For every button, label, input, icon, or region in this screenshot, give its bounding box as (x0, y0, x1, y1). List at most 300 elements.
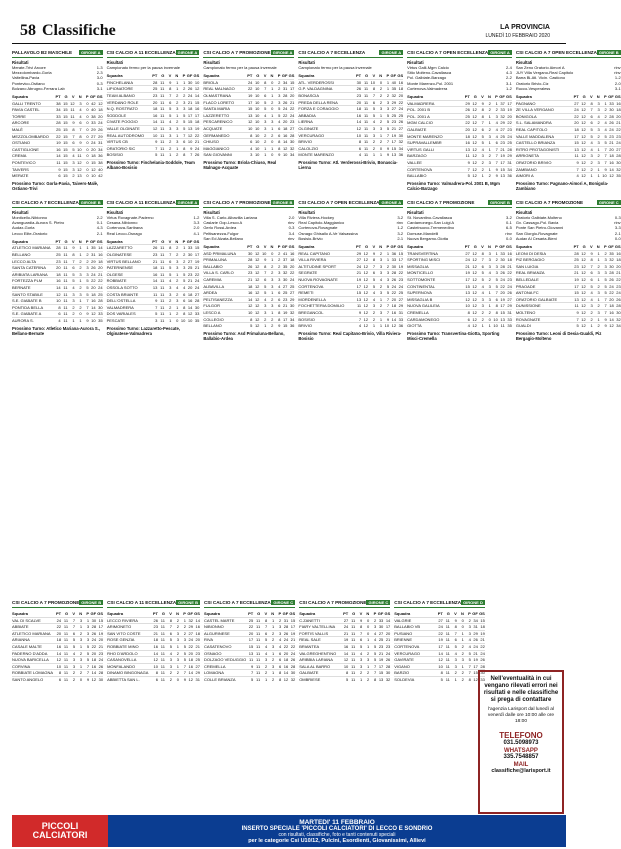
column-header: G (582, 94, 586, 100)
stat-cell: 24 (616, 140, 621, 146)
stat-cell: 32 (290, 676, 296, 682)
stat-cell: 11 (63, 617, 69, 623)
stat-cell: 15 (63, 166, 68, 172)
column-header: PT (355, 73, 362, 79)
group-badge: GIRONE C (273, 600, 294, 605)
stat-cell: 23 (507, 126, 512, 132)
stat-cell: 12 (153, 657, 158, 663)
table-row (407, 289, 512, 296)
table-row (407, 316, 512, 323)
stat-cell: 4 (278, 119, 281, 125)
table-row (204, 617, 295, 624)
stat-cell: 14 (609, 316, 614, 322)
stat-cell: 3 (183, 106, 186, 112)
stat-cell: 11 (500, 323, 505, 329)
team-name: GALLI TRENTO (12, 100, 41, 106)
team-name: ARCORE (12, 120, 30, 126)
stat-cell: 28 (574, 250, 579, 256)
stat-cell: 4 (481, 283, 484, 289)
stat-cell: 35 (194, 317, 200, 323)
stat-cell: 7 (604, 296, 607, 302)
stat-cell: 11 (363, 92, 369, 98)
stat-cell: 2 (176, 650, 179, 656)
stat-cell: 6 (155, 676, 158, 682)
table-row (204, 623, 295, 630)
column-header: P (183, 611, 186, 616)
stat-cell: 21 (194, 265, 200, 271)
table-row (12, 126, 103, 133)
stat-cell: 7 (250, 670, 254, 676)
column-header: GF (90, 611, 97, 616)
team-name: CREMA (12, 153, 27, 159)
column-header: P (495, 244, 498, 250)
stat-cell: 25 (398, 290, 404, 296)
stat-cell: 33 (378, 617, 384, 623)
stat-cell: 7 (183, 663, 186, 669)
table-row (12, 152, 103, 159)
stat-cell: 30 (290, 670, 296, 676)
stat-cell: 3 (386, 99, 390, 105)
stat-cell: 10 (56, 663, 62, 669)
stat-cell: 6 (169, 630, 172, 636)
table-row (12, 146, 103, 153)
stat-cell: 11 (63, 291, 68, 297)
stat-cell: 2 (590, 316, 593, 322)
column-header: P (373, 611, 377, 616)
stat-cell: 18 (56, 271, 61, 277)
stat-cell: 12 (472, 309, 477, 315)
stat-cell: 1 (590, 173, 593, 179)
stat-cell: 3 (278, 270, 281, 276)
match-score: 4-3 (96, 225, 103, 231)
column-header: V (168, 238, 172, 244)
stat-cell: 16 (153, 643, 158, 649)
stat-cell: 35 (507, 323, 512, 329)
stat-cell: 4 (264, 296, 267, 302)
stat-cell: 22 (398, 99, 404, 105)
stat-cell: 14 (56, 153, 61, 159)
column-header: PT (464, 94, 470, 100)
stat-cell: 29 (98, 133, 103, 139)
stat-cell: 7 (467, 166, 470, 172)
stat-cell: 9 (79, 140, 82, 146)
stat-cell: 22 (574, 113, 579, 119)
stat-cell: 12 (356, 125, 362, 131)
stat-cell: 32 (391, 92, 397, 98)
team-name: BOSISIO (106, 152, 124, 158)
stat-cell: 19 (500, 153, 505, 159)
stat-cell: 32 (398, 139, 404, 145)
stat-cell: 8 (372, 86, 376, 92)
table-row (203, 296, 294, 303)
stat-cell: 17 (98, 624, 104, 630)
stat-cell: 12 (91, 676, 97, 682)
team-name: MGM CALCIO (407, 120, 433, 126)
stat-cell: 28 (91, 624, 97, 630)
stat-cell: 6 (79, 120, 82, 126)
stat-cell: 16 (391, 309, 397, 315)
stat-cell: 8 (72, 252, 75, 257)
stat-cell: 37 (500, 100, 505, 106)
stat-cell: 2 (72, 304, 75, 310)
table-row (516, 106, 621, 113)
match-score: rinv (287, 220, 295, 226)
stat-cell: 12 (363, 250, 369, 256)
block-header (407, 198, 512, 208)
stat-cell: 11 (363, 152, 369, 158)
stat-cell: 15 (465, 283, 470, 289)
column-header: P (278, 611, 282, 616)
stat-cell: 40 (98, 166, 103, 172)
column-header: P (85, 94, 89, 100)
block-header (107, 598, 200, 608)
page-number: 58 (20, 22, 36, 39)
stat-cell: 2 (461, 676, 464, 682)
column-header: PT (573, 94, 579, 100)
table-row (204, 643, 295, 650)
table-row (394, 669, 485, 676)
standings-block (407, 48, 512, 194)
stat-cell: 5 (386, 290, 390, 296)
stat-cell: 11 (70, 113, 75, 119)
table-row (516, 283, 621, 290)
block-title: CSI CALCIO A 7 PROMOZIONE (12, 600, 80, 605)
table-header (516, 94, 621, 100)
stat-cell: 19 (98, 630, 104, 636)
stat-cell: 21 (385, 637, 391, 643)
stat-cell: 1 (597, 276, 600, 282)
stat-cell: 11 (574, 303, 579, 309)
column-header: N (79, 611, 83, 616)
stat-cell: 17 (194, 112, 200, 118)
column-header: PT (55, 611, 62, 616)
stat-cell: 11 (160, 112, 165, 118)
stat-cell: 26 (247, 263, 253, 269)
stat-cell: 16 (247, 290, 253, 296)
standings-table (204, 611, 295, 683)
stat-cell: 9 (250, 663, 254, 669)
table-row (299, 663, 390, 670)
stat-cell: 5 (481, 276, 484, 282)
match-teams: Oratorio Galbiate-Molteno (515, 215, 562, 220)
table-row (204, 676, 295, 683)
team-name: GAVIRATE (394, 657, 414, 663)
stat-cell: 26 (98, 126, 103, 132)
stat-cell: 17 (438, 643, 443, 649)
stat-cell: 26 (391, 276, 397, 282)
stat-cell: 12 (254, 283, 260, 289)
stat-cell: 4 (360, 650, 363, 656)
block-header (516, 48, 621, 58)
match-teams: Cardamonego-San Luigi A (407, 220, 455, 226)
column-header: G (352, 611, 356, 616)
team-name: ROSE GENZIA (107, 637, 135, 643)
match-score: 1-2 (193, 215, 200, 220)
stat-cell: 3 (176, 106, 179, 112)
stat-cell: 18 (289, 257, 295, 263)
stat-cell: 3 (379, 263, 383, 269)
team-name: BERNATE (12, 284, 31, 290)
stat-cell: 5 (374, 657, 377, 663)
stat-cell: 3 (379, 270, 383, 276)
stat-cell: 7 (169, 624, 172, 630)
team-name: VERDANO ROLE (106, 99, 139, 105)
stat-cell: 3 (372, 125, 376, 131)
stat-cell: 13 (465, 290, 470, 296)
column-header: G (161, 73, 165, 79)
stat-cell: 12 (472, 173, 477, 179)
team-name: CREMELLA (203, 663, 226, 669)
match-teams: Gerlo Rossi-Ardea (203, 225, 237, 231)
stat-cell: 6 (590, 270, 593, 276)
stat-cell: 27 (438, 617, 443, 623)
stat-cell: 20 (616, 113, 621, 119)
stat-cell: 23 (574, 263, 579, 269)
stat-cell: 17 (385, 624, 391, 630)
stat-cell: 22 (290, 643, 296, 649)
stat-cell: 42 (91, 100, 96, 106)
team-name: G.P. VALDAGNINA (298, 86, 333, 92)
stat-cell: 1 (176, 304, 179, 310)
table-row (516, 309, 621, 316)
stat-cell: 2 (169, 676, 172, 682)
table-row (12, 277, 103, 284)
stat-cell: 0 (86, 173, 89, 179)
stat-cell: 5 (250, 323, 253, 329)
stat-cell: 28 (480, 663, 485, 669)
stat-cell: 30 (98, 676, 104, 682)
table-row (107, 244, 200, 251)
stat-cell: 15 (290, 617, 296, 623)
stat-cell: 2 (481, 159, 484, 165)
table-header (107, 611, 200, 617)
stat-cell: 9 (590, 250, 593, 256)
standings-table (12, 611, 103, 683)
stat-cell: 19 (282, 309, 288, 315)
stat-cell: 22 (56, 133, 61, 139)
column-header: P (386, 73, 390, 79)
column-header: Squadra (394, 611, 411, 616)
stat-cell: 28 (247, 257, 253, 263)
stat-cell: 12 (581, 257, 586, 263)
team-name: ORATORIO SIC (106, 145, 136, 151)
stat-cell: 23 (187, 271, 193, 277)
column-header: PT (248, 611, 254, 616)
stat-cell: 3 (72, 298, 75, 304)
stat-cell: 3 (264, 119, 267, 125)
stat-cell: 32 (616, 316, 621, 322)
stat-cell: 27 (188, 630, 193, 636)
column-header: N (78, 94, 82, 100)
stat-cell: 2 (461, 643, 464, 649)
stat-cell: 3 (79, 271, 82, 277)
stat-cell: 10 (77, 146, 82, 152)
stat-cell: 29 (507, 303, 512, 309)
stat-cell: 26 (91, 265, 96, 271)
stat-cell: 7 (495, 146, 498, 152)
results-label: Risultati (12, 60, 29, 65)
stat-cell: 3 (604, 263, 607, 269)
stat-cell: 28 (282, 92, 288, 98)
stat-cell: 26 (194, 152, 200, 158)
stat-cell: 27 (398, 125, 404, 131)
table-row (12, 636, 103, 643)
stat-cell: 34 (289, 152, 295, 158)
stat-cell: 2 (386, 92, 390, 98)
column-header: GF (186, 238, 193, 244)
match-score: 1-2 (397, 225, 404, 231)
column-header: V (590, 94, 593, 100)
stat-cell: 28 (98, 298, 103, 304)
stat-cell: 20 (91, 650, 97, 656)
page-header (8, 0, 572, 40)
stat-cell: 8 (454, 624, 457, 630)
team-name: DELL'OSTELLA (106, 298, 136, 304)
stat-cell: 12 (254, 276, 260, 282)
stat-cell: 2 (169, 304, 172, 310)
stat-cell: 17 (398, 257, 404, 263)
stat-cell: 26 (398, 119, 404, 125)
stat-cell: 16 (343, 643, 349, 649)
stat-cell: 6 (169, 258, 172, 264)
stat-cell: 19 (247, 92, 253, 98)
block-title: CSI CALCIO A 11 ECCELLENZA (106, 50, 176, 55)
stat-cell: 11 (160, 291, 165, 297)
stat-cell: 7 (374, 670, 377, 676)
column-header: Squadra (407, 94, 424, 100)
team-name: REAL SALE (299, 637, 321, 643)
stat-cell: 12 (472, 100, 477, 106)
stat-cell: 5 (86, 650, 90, 656)
table-row (107, 125, 200, 132)
stat-cell: 3 (468, 630, 471, 636)
stat-cell: 11 (63, 630, 69, 636)
stat-cell: 11 (160, 252, 165, 257)
stat-cell: 12 (363, 290, 369, 296)
stat-cell: 9 (86, 311, 89, 317)
stat-cell: 3 (360, 663, 363, 669)
column-header: Squadra (107, 611, 124, 616)
stat-cell: 8 (481, 250, 484, 256)
stat-cell: 2 (604, 107, 607, 113)
stat-cell: 12 (472, 250, 477, 256)
stat-cell: 14 (187, 304, 193, 310)
standings-table (298, 73, 403, 158)
stat-cell: 18 (195, 630, 200, 636)
stat-cell: 1 (264, 323, 267, 329)
stat-cell: 25 (378, 637, 384, 643)
team-name: MISSAGLIA B (407, 296, 433, 302)
stat-cell: 16 (98, 252, 103, 257)
stat-cell: 3 (176, 258, 179, 264)
stat-cell: 33 (391, 257, 397, 263)
stat-cell: 24 (356, 263, 362, 269)
stat-cell: 0 (79, 676, 83, 682)
stat-cell: 33 (609, 100, 614, 106)
stat-cell: 21 (356, 270, 362, 276)
stat-cell: 4 (372, 296, 376, 302)
stat-cell: 22 (289, 270, 295, 276)
stat-cell: 32 (188, 617, 193, 623)
stat-cell: 12 (581, 250, 586, 256)
stat-cell: 6 (278, 663, 282, 669)
match-score: 3-3 (193, 220, 200, 226)
page-column (203, 48, 294, 348)
team-name: VERCURAGO (298, 132, 325, 138)
stat-cell: 6 (278, 290, 281, 296)
column-header: Squadra (12, 238, 29, 244)
stat-cell: 6 (183, 139, 186, 145)
stat-cell: 15 (473, 670, 478, 676)
stat-cell: 20 (465, 126, 470, 132)
stat-cell: 3 (379, 257, 383, 263)
stat-cell: 18 (609, 303, 614, 309)
stat-cell: 15 (63, 153, 68, 159)
match-score: rinv (287, 235, 295, 241)
page-column (107, 48, 200, 348)
stat-cell: 18 (91, 291, 96, 297)
stat-cell: 3 (597, 100, 600, 106)
stat-cell: 4 (358, 152, 362, 158)
stat-cell: 1 (379, 112, 383, 118)
stat-cell: 2 (176, 252, 179, 257)
table-row (407, 100, 512, 107)
team-name: GUALDI (515, 323, 531, 329)
stat-cell: 30 (98, 304, 103, 310)
stat-cell: 6 (495, 296, 498, 302)
stat-cell: 4 (169, 650, 172, 656)
table-row (298, 263, 403, 270)
block-header (299, 598, 390, 608)
table-row (204, 650, 295, 657)
stat-cell: 7 (386, 303, 390, 309)
stat-cell: 11 (160, 637, 165, 643)
column-header: PT (247, 73, 253, 79)
table-row (107, 277, 200, 284)
stat-cell: 12 (254, 290, 260, 296)
stat-cell: 27 (574, 100, 579, 106)
result-line (516, 236, 621, 241)
stat-cell: 30 (289, 139, 295, 145)
team-name: S.L. SALAMANDRA (515, 120, 552, 126)
table-row (394, 650, 485, 657)
table-row (107, 112, 200, 119)
stat-cell: 21 (507, 263, 512, 269)
team-name: AIMORI A (515, 173, 534, 179)
stat-cell: 1 (183, 79, 186, 85)
stat-cell: 2 (278, 250, 281, 256)
stat-cell: 21 (195, 643, 200, 649)
stat-cell: 5 (374, 643, 377, 649)
stat-cell: 8 (278, 145, 281, 151)
team-name: PREDA DELLA RENA (298, 99, 338, 105)
stat-cell: 12 (98, 100, 103, 106)
stat-cell: 24 (385, 650, 391, 656)
match-teams: San Ed Alzata-Bellano (203, 235, 244, 241)
stat-cell: 15 (63, 146, 68, 152)
stat-cell: 15 (63, 100, 68, 106)
stat-cell: 2 (379, 283, 383, 289)
stat-cell: 8 (183, 145, 186, 151)
stat-cell: 3 (86, 630, 90, 636)
stat-cell: 0 (79, 311, 82, 317)
standings-block (516, 48, 621, 194)
stat-cell: 36 (398, 323, 404, 329)
stat-cell: 22 (289, 106, 295, 112)
stat-cell: 1 (271, 290, 274, 296)
results-label: Risultati (298, 210, 315, 215)
stat-cell: 5 (360, 643, 363, 649)
